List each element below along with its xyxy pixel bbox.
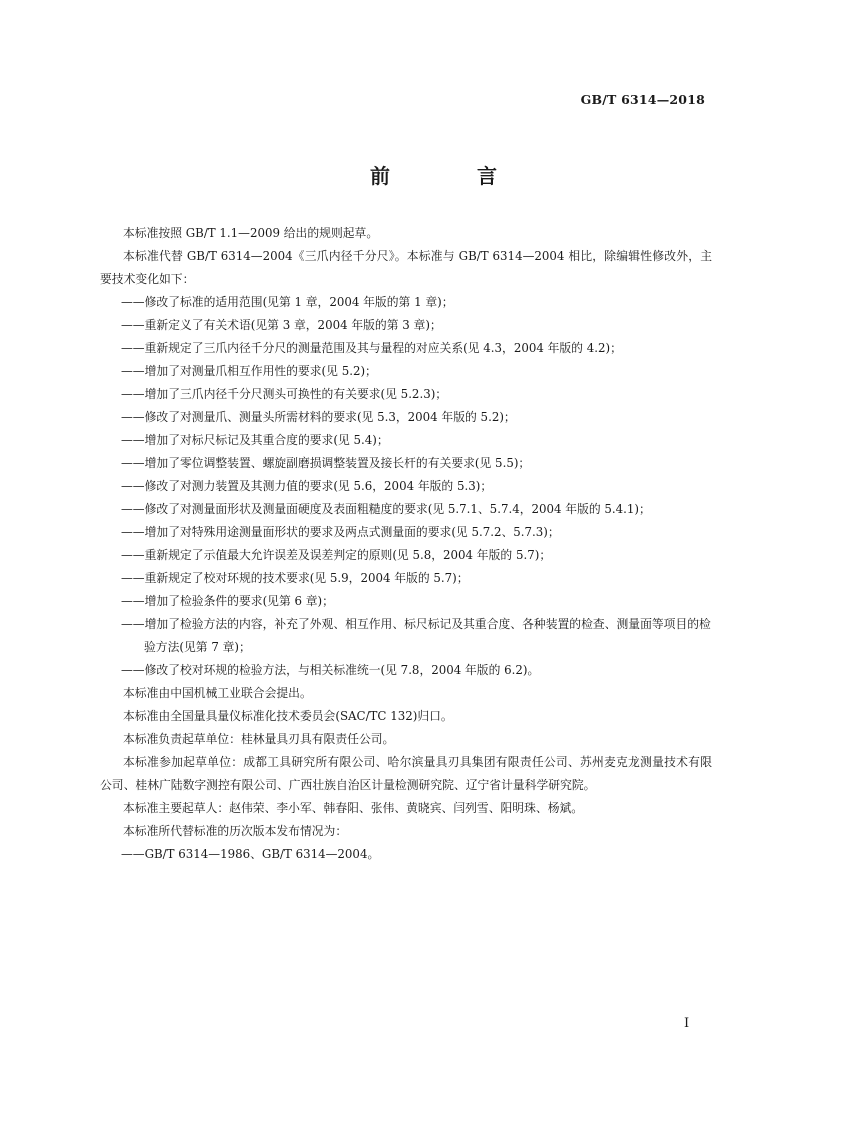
foreword-body (100, 222, 712, 866)
list-item: ——修改了校对环规的检验方法，与相关标准统一(见 7.8，2004 年版的 6.2)。 (121, 663, 540, 677)
list-item: ——增加了检验方法的内容，补充了外观、相互作用、标尺标记及其重合度、各种装置的检查、测量面等项目的检验方法(见第 7 章)； (121, 617, 711, 654)
paragraph: 本标准主要起草人：赵伟荣、李小军、韩春阳、张伟、黄晓宾、闫列雪、阳明珠、杨斌。 (123, 801, 584, 815)
paragraph: 本标准代替 GB/T 6314—2004《三爪内径千分尺》。本标准与 GB/T 6314—2004 相比，除编辑性修改外，主要技术变化如下： (100, 249, 712, 286)
list-item: ——重新规定了三爪内径千分尺的测量范围及其与量程的对应关系(见 4.3，2004 年版的 4.2)； (121, 341, 622, 355)
paragraph: 本标准由全国量具量仪标准化技术委员会(SAC/TC 132)归口。 (123, 709, 453, 723)
list-item: ——重新规定了示值最大允许误差及误差判定的原则(见 5.8，2004 年版的 5.7)； (121, 548, 552, 562)
list-item: ——修改了对测量爪、测量头所需材料的要求(见 5.3，2004 年版的 5.2)； (121, 410, 516, 424)
list-item: ——GB/T 6314—1986、GB/T 6314—2004。 (121, 847, 380, 861)
paragraph: 本标准由中国机械工业联合会提出。 (123, 686, 312, 700)
history-list (100, 843, 712, 866)
paragraph: 本标准按照 GB/T 1.1—2009 给出的规则起草。 (123, 226, 379, 240)
list-item: ——修改了标准的适用范围(见第 1 章，2004 年版的第 1 章)； (121, 295, 454, 309)
list-item: ——重新定义了有关术语(见第 3 章，2004 年版的第 3 章)； (121, 318, 442, 332)
paragraph: 本标准所代替标准的历次版本发布情况为： (123, 824, 348, 838)
page-number: I (684, 1016, 690, 1031)
list-item: ——增加了对测量爪相互作用性的要求(见 5.2)； (121, 364, 377, 378)
list-item: ——修改了对测力装置及其测力值的要求(见 5.6，2004 年版的 5.3)； (121, 479, 493, 493)
list-item: ——增加了对特殊用途测量面形状的要求及两点式测量面的要求(见 5.7.2、5.7.3)； (121, 525, 560, 539)
page-title: 前 言 (370, 164, 537, 188)
list-item: ——修改了对测量面形状及测量面硬度及表面粗糙度的要求(见 5.7.1、5.7.4，2004 年版的 5.4.1)； (121, 502, 651, 516)
standard-code: GB/T 6314—2018 (580, 92, 705, 107)
changes-list (100, 291, 712, 682)
paragraph: 本标准参加起草单位：成都工具研究所有限公司、哈尔滨量具刃具集团有限责任公司、苏州麦克龙测量技术有限公司、桂林广陆数字测控有限公司、广西壮族自治区计量检测研究院、辽宁省计量科学研究院。 (100, 755, 712, 792)
list-item: ——增加了三爪内径千分尺测头可换性的有关要求(见 5.2.3)； (121, 387, 448, 401)
list-item: ——重新规定了校对环规的技术要求(见 5.9，2004 年版的 5.7)； (121, 571, 469, 585)
paragraph: 本标准负责起草单位：桂林量具刃具有限责任公司。 (123, 732, 395, 746)
list-item: ——增加了零位调整装置、螺旋副磨损调整装置及接长杆的有关要求(见 5.5)； (121, 456, 531, 470)
list-item: ——增加了对标尺标记及其重合度的要求(见 5.4)； (121, 433, 389, 447)
list-item: ——增加了检验条件的要求(见第 6 章)； (121, 594, 334, 608)
